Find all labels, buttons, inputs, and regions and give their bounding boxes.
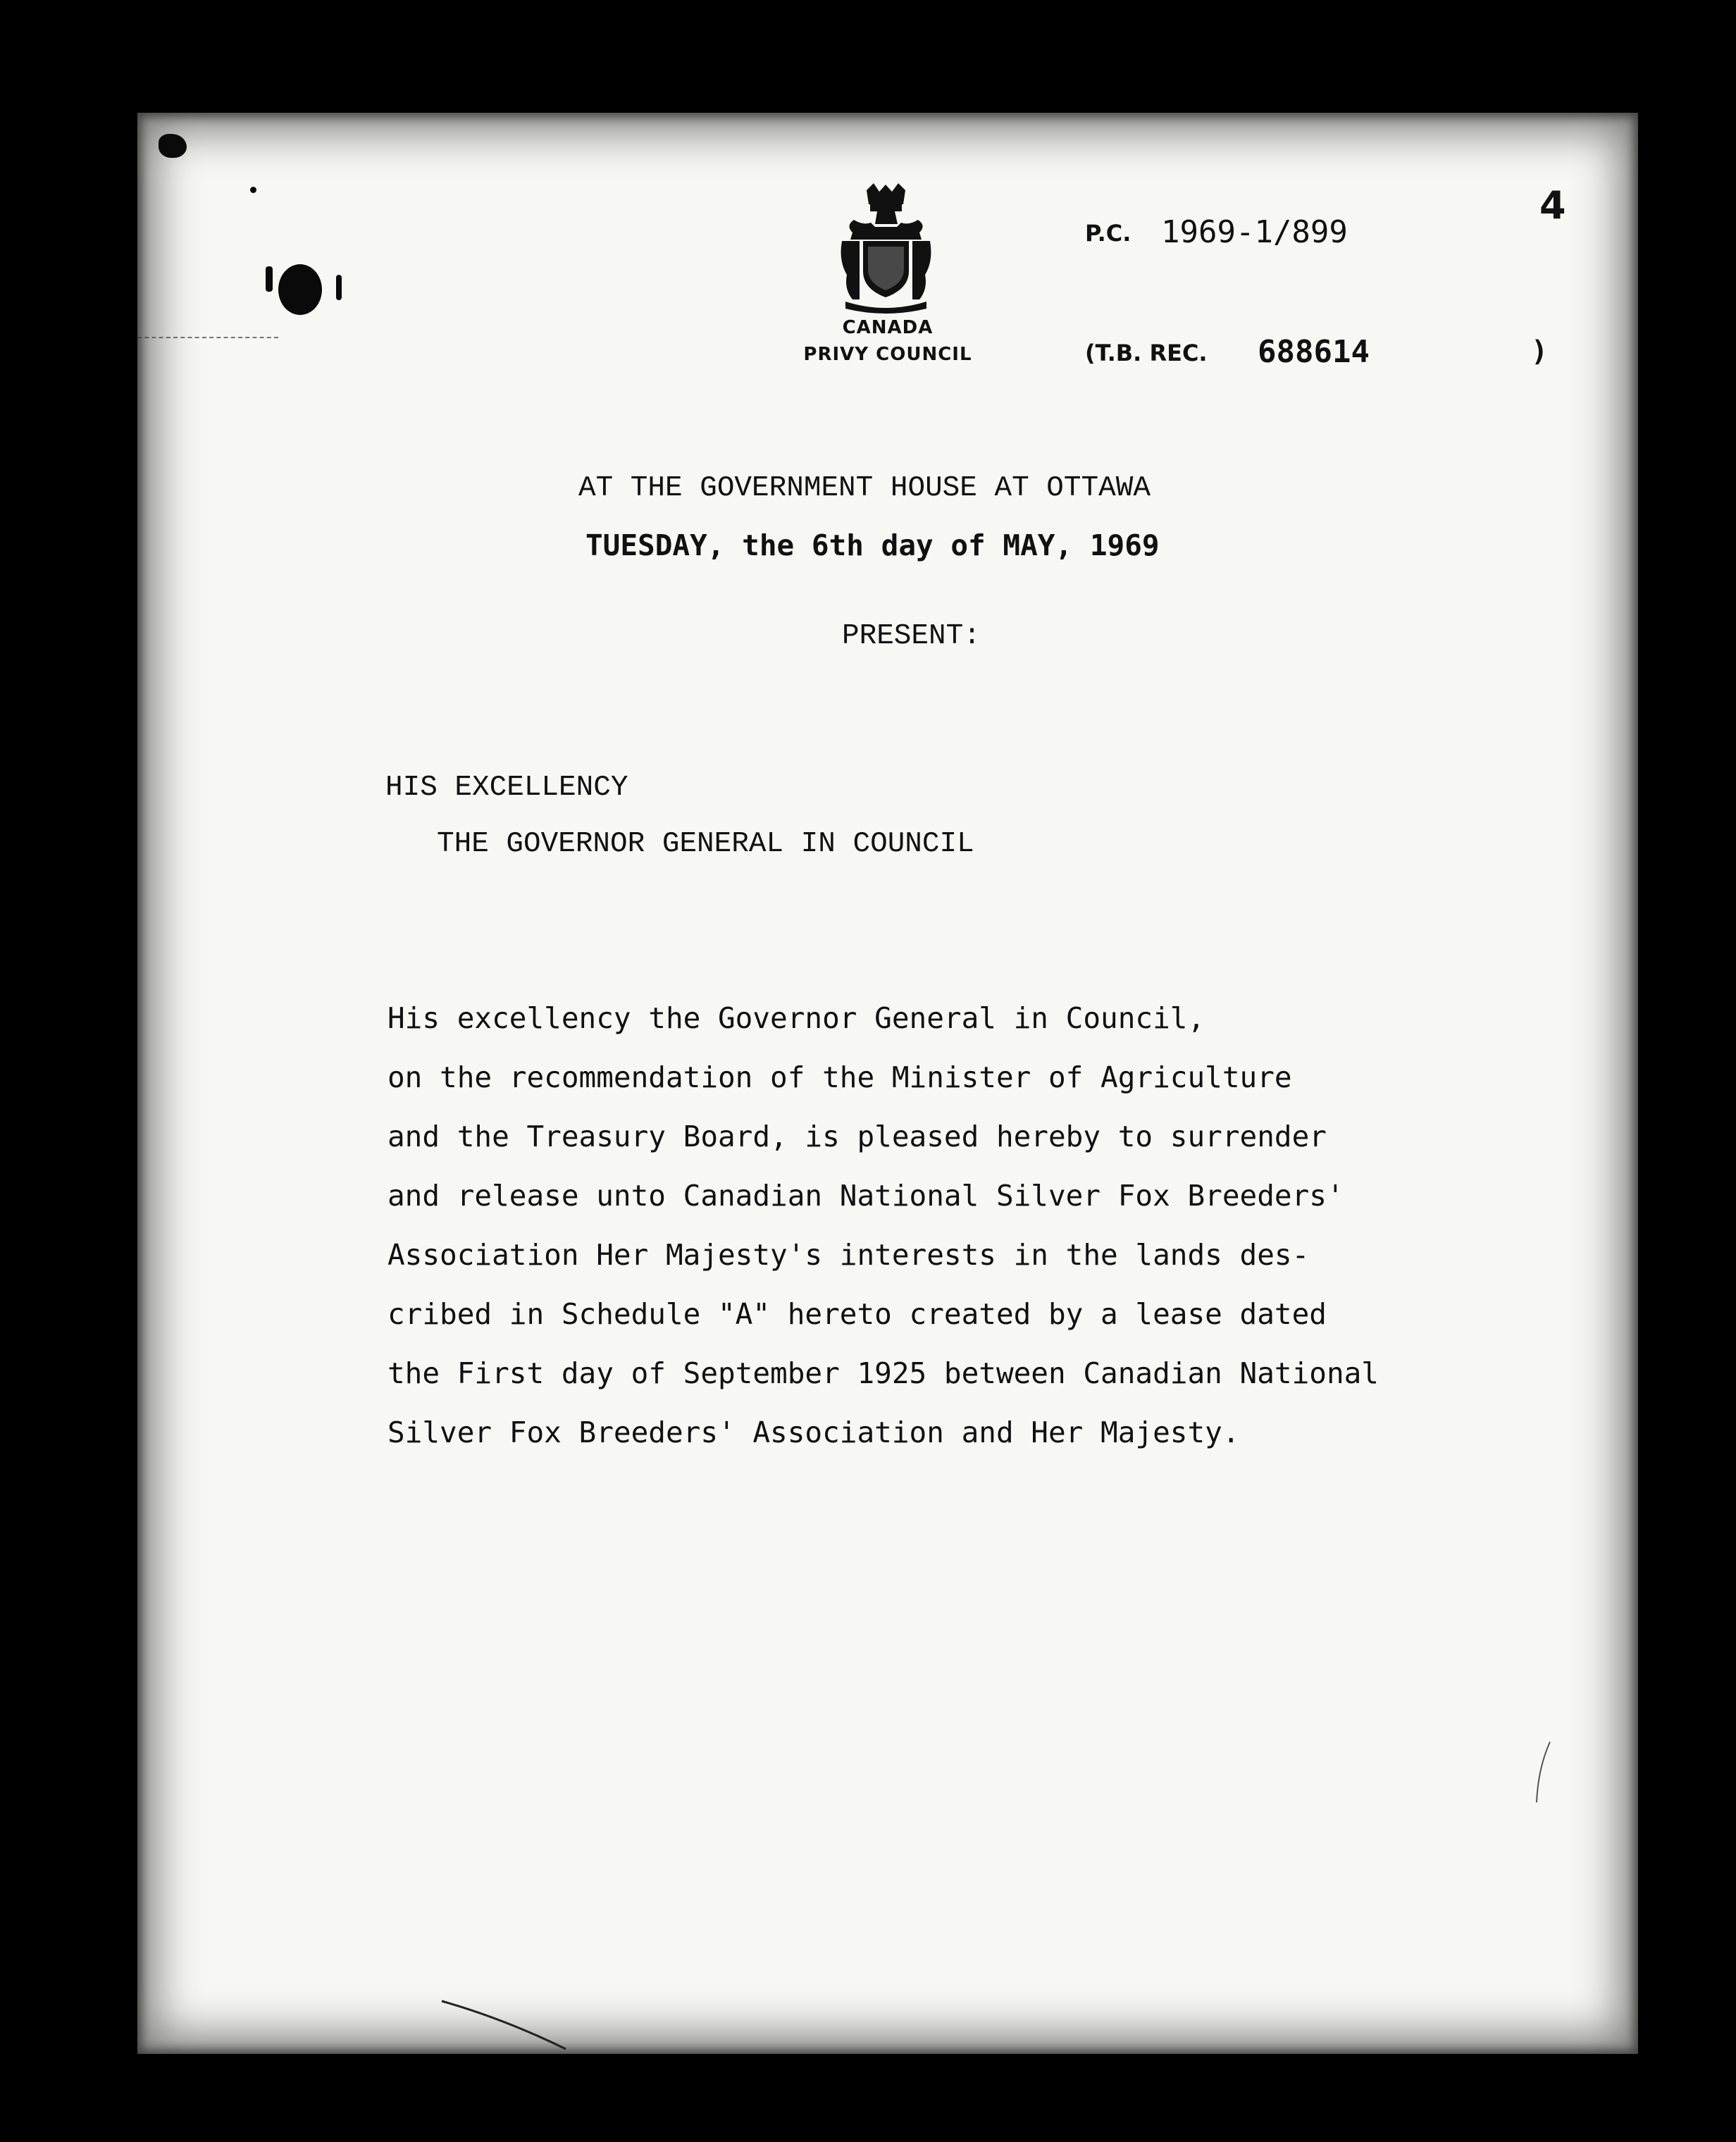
scan-artifact-mark	[1532, 1740, 1554, 1804]
punch-hole	[278, 264, 322, 315]
tb-rec-prefix-label: (T.B. REC.	[1085, 340, 1208, 366]
scan-artifact-line	[137, 337, 278, 338]
attendance-line-1: HIS EXCELLENCY	[385, 772, 628, 804]
attendance-line-2: THE GOVERNOR GENERAL IN COUNCIL	[437, 828, 974, 860]
paragraph-line: cribed in Schedule "A" hereto created by a lease dated	[388, 1297, 1327, 1331]
tb-rec-close-paren: )	[1531, 335, 1549, 368]
scan-speck	[336, 275, 342, 300]
paragraph-line: on the recommendation of the Minister of Agriculture	[388, 1060, 1292, 1094]
paragraph-line: Silver Fox Breeders' Association and Her Majesty.	[388, 1416, 1240, 1449]
paragraph-line: His excellency the Governor General in Council,	[388, 1001, 1205, 1035]
canada-label: CANADA	[842, 317, 934, 338]
scan-speck	[266, 266, 273, 292]
scan-speck	[250, 187, 256, 193]
pc-prefix-label: P.C.	[1085, 220, 1132, 247]
place-heading: AT THE GOVERNMENT HOUSE AT OTTAWA	[578, 472, 1151, 504]
document-page	[137, 113, 1638, 2054]
privy-council-label: PRIVY COUNCIL	[803, 344, 972, 365]
scan-speck	[159, 134, 187, 158]
paragraph-line: and the Treasury Board, is pleased hereby to surrender	[388, 1120, 1327, 1153]
paragraph-line: the First day of September 1925 between Canadian National	[388, 1356, 1379, 1390]
date-heading: TUESDAY, the 6th day of MAY, 1969	[585, 528, 1160, 562]
page-corner-mark: 4	[1539, 183, 1566, 228]
paragraph-line: and release unto Canadian National Silver Fox Breeders'	[388, 1179, 1344, 1213]
present-heading: PRESENT:	[842, 620, 981, 652]
canada-coat-of-arms-icon	[838, 183, 934, 314]
tb-rec-number: 688614	[1258, 334, 1370, 370]
scan-artifact-curve	[440, 1987, 567, 2050]
paragraph-line: Association Her Majesty's interests in the lands des-	[388, 1238, 1310, 1272]
pc-number: 1969-1/899	[1161, 214, 1348, 250]
